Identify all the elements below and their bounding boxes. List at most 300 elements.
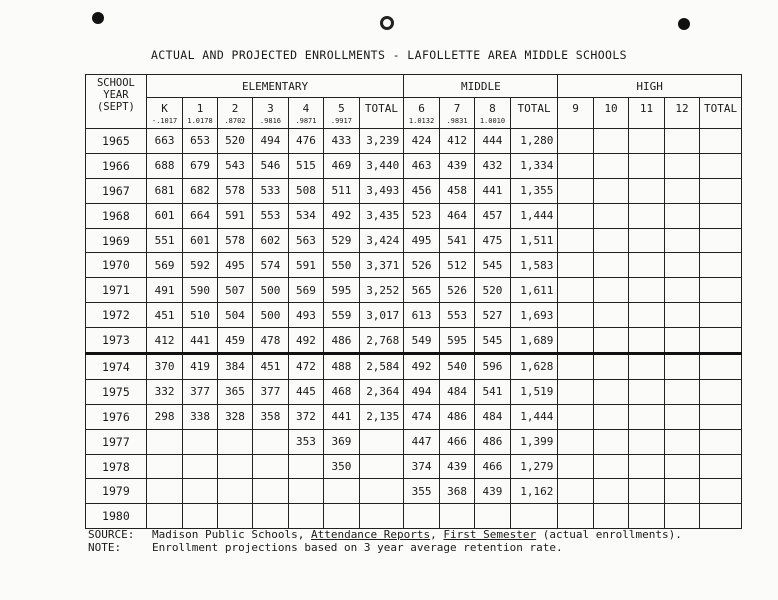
grade-label: TOTAL	[517, 102, 551, 115]
grade-header	[629, 98, 664, 129]
table-cell: 365	[217, 379, 252, 404]
enrollment-table	[85, 74, 742, 529]
table-cell: 486	[439, 404, 474, 429]
table-cell	[288, 504, 323, 529]
table-cell: 551	[146, 228, 182, 253]
table-cell	[629, 504, 664, 529]
binder-hole-left	[92, 12, 104, 24]
table-cell	[700, 328, 742, 354]
table-cell: 500	[253, 278, 288, 303]
table-cell	[664, 129, 699, 154]
middle-header: MIDDLE	[404, 75, 558, 98]
table-cell: 592	[183, 253, 217, 278]
table-cell	[629, 129, 664, 154]
table-cell	[700, 178, 742, 203]
table-cell	[664, 379, 699, 404]
table-cell	[664, 253, 699, 278]
table-cell	[629, 404, 664, 429]
table-cell	[593, 253, 628, 278]
retention-rate: .9871	[295, 117, 317, 125]
year-cell: 1967	[86, 178, 147, 203]
table-cell: 464	[439, 203, 474, 228]
grade-label: 3	[267, 102, 274, 115]
table-cell	[593, 454, 628, 479]
table-cell	[558, 429, 593, 454]
table-cell	[183, 429, 217, 454]
page-title: ACTUAL AND PROJECTED ENROLLMENTS - LAFOLLETTE AREA MIDDLE SCHOOLS	[150, 48, 628, 62]
table-cell: 350	[324, 454, 359, 479]
table-cell: 520	[217, 129, 252, 154]
table-cell	[700, 504, 742, 529]
table-cell	[664, 479, 699, 504]
table-cell: 1,355	[510, 178, 558, 203]
table-cell	[700, 228, 742, 253]
table-cell: 492	[404, 354, 439, 380]
grade-label: K	[161, 102, 168, 115]
table-cell	[664, 454, 699, 479]
table-cell: 1,583	[510, 253, 558, 278]
table-cell: 377	[183, 379, 217, 404]
table-cell: 358	[253, 404, 288, 429]
table-cell: 457	[475, 203, 510, 228]
table-cell: 478	[253, 328, 288, 354]
table-cell	[183, 454, 217, 479]
table-cell	[593, 278, 628, 303]
table-cell: 559	[324, 303, 359, 328]
table-cell	[664, 328, 699, 354]
table-row	[86, 454, 742, 479]
grade-label: 2	[231, 102, 239, 115]
table-cell	[593, 354, 628, 380]
table-cell	[629, 253, 664, 278]
table-cell: 510	[183, 303, 217, 328]
table-cell	[593, 178, 628, 203]
table-cell: 543	[217, 153, 252, 178]
table-cell: 2,135	[359, 404, 404, 429]
table-cell: 595	[324, 278, 359, 303]
retention-rate: .9917	[330, 117, 352, 125]
table-cell	[288, 454, 323, 479]
table-cell	[558, 303, 593, 328]
table-cell: 488	[324, 354, 359, 380]
source-sep: ,	[430, 528, 444, 541]
table-cell: 374	[404, 454, 439, 479]
table-row	[86, 404, 742, 429]
table-cell: 486	[324, 328, 359, 354]
table-cell	[146, 504, 182, 529]
grade-label: 11	[639, 102, 654, 115]
table-cell	[593, 153, 628, 178]
table-cell: 507	[217, 278, 252, 303]
table-cell: 3,239	[359, 129, 404, 154]
table-body	[86, 129, 742, 529]
table-cell: 3,017	[359, 303, 404, 328]
table-cell: 486	[475, 429, 510, 454]
note-line	[88, 541, 682, 554]
table-cell	[629, 379, 664, 404]
table-cell	[664, 303, 699, 328]
year-cell: 1978	[86, 454, 147, 479]
table-cell: 1,689	[510, 328, 558, 354]
grade-label: 4	[302, 102, 310, 115]
table-cell	[700, 379, 742, 404]
grade-label: TOTAL	[704, 102, 738, 115]
table-cell	[629, 278, 664, 303]
table-cell: 613	[404, 303, 439, 328]
table-cell: 439	[439, 153, 474, 178]
grade-header-row	[86, 98, 742, 129]
grade-label: 10	[604, 102, 618, 115]
table-cell	[593, 303, 628, 328]
table-cell	[404, 504, 439, 529]
table-cell: 451	[146, 303, 182, 328]
retention-rate: 1.0178	[187, 117, 213, 125]
table-cell	[558, 504, 593, 529]
year-cell: 1965	[86, 129, 147, 154]
table-cell: 441	[183, 328, 217, 354]
table-cell: 495	[217, 253, 252, 278]
table-cell	[629, 303, 664, 328]
table-row	[86, 354, 742, 380]
table-cell	[558, 129, 593, 154]
school-year-header: SCHOOL YEAR (SEPT)	[86, 75, 147, 129]
table-cell	[217, 479, 252, 504]
table-cell: 527	[475, 303, 510, 328]
table-cell: 432	[475, 153, 510, 178]
table-cell	[700, 278, 742, 303]
table-cell: 515	[288, 153, 323, 178]
source-line	[88, 528, 682, 541]
year-cell: 1966	[86, 153, 147, 178]
table-cell	[629, 454, 664, 479]
table-cell: 495	[404, 228, 439, 253]
table-row	[86, 504, 742, 529]
table-cell	[629, 153, 664, 178]
retention-rate: 1.0010	[479, 117, 506, 125]
table-cell	[558, 354, 593, 380]
table-cell: 595	[439, 328, 474, 354]
table-cell: 494	[253, 129, 288, 154]
table-cell: 424	[404, 129, 439, 154]
table-cell: 355	[404, 479, 439, 504]
table-row	[86, 178, 742, 203]
table-cell	[700, 354, 742, 380]
table-cell	[664, 203, 699, 228]
table-cell	[700, 203, 742, 228]
table-cell: 463	[404, 153, 439, 178]
year-cell: 1972	[86, 303, 147, 328]
table-cell: 492	[324, 203, 359, 228]
table-cell	[558, 404, 593, 429]
table-cell: 441	[324, 404, 359, 429]
grade-header	[183, 98, 217, 129]
table-cell: 3,424	[359, 228, 404, 253]
table-cell	[629, 178, 664, 203]
table-row	[86, 153, 742, 178]
year-cell: 1974	[86, 354, 147, 380]
table-cell: 1,519	[510, 379, 558, 404]
note-text: Enrollment projections based on 3 year average retention rate.	[152, 541, 563, 554]
table-cell: 545	[475, 253, 510, 278]
table-cell: 679	[183, 153, 217, 178]
table-row	[86, 379, 742, 404]
table-cell: 526	[404, 253, 439, 278]
grade-label: 8	[489, 102, 496, 115]
source-tail: (actual enrollments).	[536, 528, 682, 541]
table-cell: 3,440	[359, 153, 404, 178]
table-cell	[217, 429, 252, 454]
table-cell: 523	[404, 203, 439, 228]
table-cell: 688	[146, 153, 182, 178]
table-cell: 681	[146, 178, 182, 203]
table-cell	[146, 454, 182, 479]
table-cell: 419	[183, 354, 217, 380]
table-cell: 484	[475, 404, 510, 429]
table-cell	[288, 479, 323, 504]
table-cell: 469	[324, 153, 359, 178]
table-cell: 338	[183, 404, 217, 429]
grade-header	[510, 98, 558, 129]
table-cell	[558, 379, 593, 404]
table-cell	[146, 479, 182, 504]
table-row	[86, 429, 742, 454]
table-cell	[558, 454, 593, 479]
table-cell: 1,628	[510, 354, 558, 380]
grade-label: 6	[418, 102, 425, 115]
table-cell	[700, 153, 742, 178]
table-cell: 474	[404, 404, 439, 429]
table-cell	[558, 178, 593, 203]
table-row	[86, 129, 742, 154]
table-cell	[558, 479, 593, 504]
table-cell	[359, 429, 404, 454]
grade-label: 5	[338, 102, 345, 115]
table-cell: 459	[217, 328, 252, 354]
table-cell	[700, 479, 742, 504]
table-cell: 3,252	[359, 278, 404, 303]
table-cell: 3,371	[359, 253, 404, 278]
year-cell: 1976	[86, 404, 147, 429]
table-cell: 504	[217, 303, 252, 328]
table-cell	[475, 504, 510, 529]
table-cell: 447	[404, 429, 439, 454]
table-row	[86, 479, 742, 504]
table-cell	[664, 404, 699, 429]
table-cell: 512	[439, 253, 474, 278]
table-cell: 468	[324, 379, 359, 404]
table-row	[86, 278, 742, 303]
table-cell	[183, 504, 217, 529]
table-cell	[359, 479, 404, 504]
table-cell: 433	[324, 129, 359, 154]
table-cell: 369	[324, 429, 359, 454]
retention-rate: 1.0132	[408, 117, 435, 125]
table-cell: 565	[404, 278, 439, 303]
grade-header	[558, 98, 593, 129]
table-cell: 368	[439, 479, 474, 504]
binder-hole-center	[380, 16, 394, 30]
grade-header	[593, 98, 628, 129]
table-cell	[664, 429, 699, 454]
table-cell: 3,435	[359, 203, 404, 228]
grade-label: 9	[572, 102, 579, 115]
year-cell: 1979	[86, 479, 147, 504]
table-cell	[593, 379, 628, 404]
grade-header	[253, 98, 288, 129]
table-cell	[558, 328, 593, 354]
table-cell	[593, 129, 628, 154]
table-cell: 541	[475, 379, 510, 404]
table-cell: 2,584	[359, 354, 404, 380]
table-cell: 484	[439, 379, 474, 404]
table-cell	[253, 454, 288, 479]
elementary-header: ELEMENTARY	[146, 75, 404, 98]
table-cell: 3,493	[359, 178, 404, 203]
table-cell	[324, 479, 359, 504]
table-cell	[664, 228, 699, 253]
grade-label: TOTAL	[364, 102, 399, 115]
table-cell	[558, 278, 593, 303]
table-cell: 1,444	[510, 404, 558, 429]
table-cell: 2,364	[359, 379, 404, 404]
table-cell: 664	[183, 203, 217, 228]
table-cell: 578	[217, 178, 252, 203]
grade-header	[439, 98, 474, 129]
source-org: Madison Public Schools,	[152, 528, 311, 541]
table-cell	[558, 153, 593, 178]
grade-header	[475, 98, 510, 129]
table-cell: 439	[439, 454, 474, 479]
table-cell	[700, 303, 742, 328]
grade-header	[217, 98, 252, 129]
table-cell: 529	[324, 228, 359, 253]
table-cell: 1,693	[510, 303, 558, 328]
table-cell: 475	[475, 228, 510, 253]
table-cell	[700, 429, 742, 454]
high-header: HIGH	[558, 75, 742, 98]
table-cell	[439, 504, 474, 529]
table-cell	[253, 504, 288, 529]
footer	[88, 528, 682, 554]
year-cell: 1969	[86, 228, 147, 253]
table-cell: 492	[288, 328, 323, 354]
table-cell: 451	[253, 354, 288, 380]
grade-label: 1	[196, 102, 204, 115]
table-cell: 663	[146, 129, 182, 154]
grade-label: 7	[453, 102, 461, 115]
table-cell: 445	[288, 379, 323, 404]
grade-header	[146, 98, 182, 129]
grade-label: 12	[675, 102, 689, 115]
table-cell: 491	[146, 278, 182, 303]
table-cell: 553	[253, 203, 288, 228]
table-cell: 540	[439, 354, 474, 380]
table-cell: 456	[404, 178, 439, 203]
table-cell: 2,768	[359, 328, 404, 354]
year-cell: 1968	[86, 203, 147, 228]
grade-header	[664, 98, 699, 129]
table-cell: 590	[183, 278, 217, 303]
table-cell: 500	[253, 303, 288, 328]
table-cell	[593, 479, 628, 504]
source-report: Attendance Reports	[310, 528, 431, 541]
table-cell: 541	[439, 228, 474, 253]
table-cell	[593, 228, 628, 253]
table-cell	[700, 404, 742, 429]
year-cell: 1971	[86, 278, 147, 303]
table-cell	[183, 479, 217, 504]
table-cell: 545	[475, 328, 510, 354]
table-cell	[700, 129, 742, 154]
table-cell: 1,611	[510, 278, 558, 303]
table-cell	[700, 253, 742, 278]
table-row	[86, 228, 742, 253]
table-cell: 1,334	[510, 153, 558, 178]
table-cell	[593, 404, 628, 429]
table-cell	[664, 178, 699, 203]
table-cell: 520	[475, 278, 510, 303]
table-cell	[558, 228, 593, 253]
table-cell: 511	[324, 178, 359, 203]
table-cell	[629, 328, 664, 354]
table-cell: 412	[146, 328, 182, 354]
retention-rate: .9831	[446, 117, 468, 125]
table-cell	[593, 328, 628, 354]
grade-header	[324, 98, 359, 129]
table-cell	[558, 203, 593, 228]
table-cell: 439	[475, 479, 510, 504]
table-cell: 1,444	[510, 203, 558, 228]
table-cell: 493	[288, 303, 323, 328]
year-cell: 1980	[86, 504, 147, 529]
table-cell: 1,399	[510, 429, 558, 454]
table-cell: 653	[183, 129, 217, 154]
table-cell: 546	[253, 153, 288, 178]
table-cell	[253, 429, 288, 454]
table-cell: 353	[288, 429, 323, 454]
table-row	[86, 303, 742, 328]
table-cell	[664, 278, 699, 303]
table-row	[86, 203, 742, 228]
table-cell: 601	[183, 228, 217, 253]
table-cell	[593, 504, 628, 529]
table-cell: 1,162	[510, 479, 558, 504]
table-cell: 596	[475, 354, 510, 380]
binder-hole-right	[678, 18, 690, 30]
table-cell: 466	[439, 429, 474, 454]
table-cell	[664, 153, 699, 178]
table-cell: 526	[439, 278, 474, 303]
table-cell: 553	[439, 303, 474, 328]
table-cell: 377	[253, 379, 288, 404]
table-cell	[217, 504, 252, 529]
table-cell	[146, 429, 182, 454]
source-semester: First Semester	[443, 528, 537, 541]
year-cell: 1970	[86, 253, 147, 278]
table-cell	[700, 454, 742, 479]
table-cell: 569	[288, 278, 323, 303]
grade-header	[359, 98, 404, 129]
table-cell	[253, 479, 288, 504]
table-cell: 601	[146, 203, 182, 228]
table-cell: 563	[288, 228, 323, 253]
table-cell	[593, 429, 628, 454]
retention-rate: .8702	[224, 117, 246, 125]
table-cell: 1,279	[510, 454, 558, 479]
table-cell: 476	[288, 129, 323, 154]
grade-header	[288, 98, 323, 129]
table-cell	[664, 354, 699, 380]
